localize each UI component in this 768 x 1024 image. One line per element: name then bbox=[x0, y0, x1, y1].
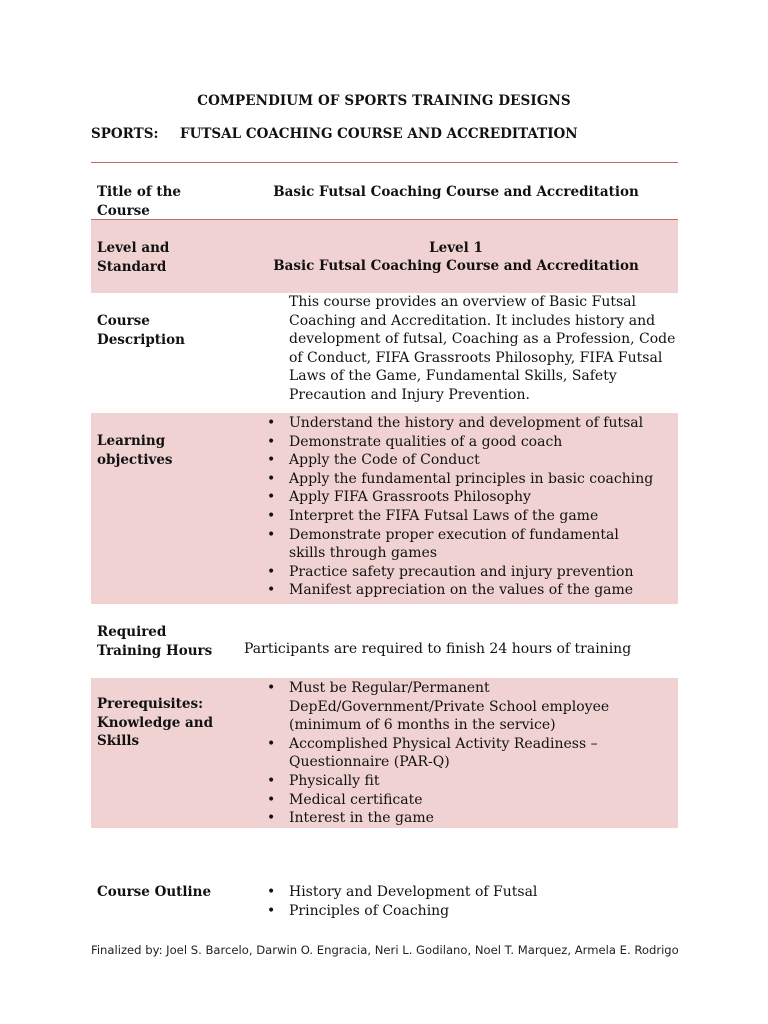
row-level-value-line2: Basic Futsal Coaching Course and Accreditation bbox=[273, 258, 639, 274]
footer-credits: Finalized by: Joel S. Barcelo, Darwin O. Engracia, Neri L. Godilano, Noel T. Marquez, Armela E. Rodrigo bbox=[91, 943, 679, 957]
row-hours bbox=[91, 604, 678, 678]
objectives-list bbox=[289, 414, 674, 600]
list-item: • Physically fit bbox=[289, 772, 634, 791]
list-item: • Demonstrate proper execution of fundamental skills through games bbox=[289, 526, 639, 563]
prerequisites-list bbox=[289, 679, 634, 828]
row-objectives-label: Learning objectives bbox=[97, 433, 173, 468]
row-title bbox=[91, 163, 678, 219]
list-item: • Medical certificate bbox=[289, 791, 634, 810]
row-prerequisites-label: Prerequisites: Knowledge and Skills bbox=[97, 696, 214, 749]
row-prerequisites bbox=[91, 678, 678, 828]
list-item: • Understand the history and development of futsal bbox=[289, 414, 674, 433]
list-item: • Demonstrate qualities of a good coach bbox=[289, 433, 674, 452]
row-level-value-line1: Level 1 bbox=[429, 240, 483, 256]
row-outline bbox=[91, 828, 678, 928]
sports-value: FUTSAL COACHING COURSE AND ACCREDITATION bbox=[180, 126, 578, 142]
list-item: • Apply FIFA Grassroots Philosophy bbox=[289, 488, 674, 507]
row-description bbox=[91, 293, 678, 413]
list-item: • Must be Regular/Permanent DepEd/Government/Private School employee (minimum of 6 months in the service) bbox=[289, 679, 634, 735]
row-title-label: Title of the Course bbox=[97, 184, 181, 219]
sports-label: SPORTS: bbox=[91, 126, 159, 142]
list-item: • Principles of Coaching bbox=[289, 902, 674, 921]
list-item: • Apply the Code of Conduct bbox=[289, 451, 674, 470]
outline-list bbox=[289, 883, 674, 920]
row-outline-label: Course Outline bbox=[97, 884, 212, 900]
list-item: • Practice safety precaution and injury prevention bbox=[289, 563, 674, 582]
row-level bbox=[91, 220, 678, 293]
page-title: COMPENDIUM OF SPORTS TRAINING DESIGNS bbox=[197, 93, 571, 109]
row-description-label: Course Description bbox=[97, 313, 185, 348]
list-item: • Apply the fundamental principles in basic coaching bbox=[289, 470, 674, 489]
list-item: • Interest in the game bbox=[289, 809, 634, 828]
sports-line bbox=[91, 126, 578, 142]
row-hours-value: Participants are required to finish 24 hours of training bbox=[244, 641, 632, 657]
row-level-label: Level and Standard bbox=[97, 240, 170, 275]
list-item: • Accomplished Physical Activity Readiness – Questionnaire (PAR-Q) bbox=[289, 735, 619, 772]
row-objectives bbox=[91, 413, 678, 604]
row-description-value: This course provides an overview of Basic Futsal Coaching and Accreditation. It includes history and development of futsal, Coaching as a Profession, Code of Conduct, FIFA Grassroots Philosophy, FIFA Futsal Laws of the Game, Fundamental Skills, Safety Precaution and Injury Prevention. bbox=[289, 294, 676, 403]
row-title-value: Basic Futsal Coaching Course and Accreditation bbox=[273, 184, 639, 200]
list-item: • History and Development of Futsal bbox=[289, 883, 674, 902]
row-hours-label: Required Training Hours bbox=[97, 624, 213, 659]
list-item: • Interpret the FIFA Futsal Laws of the game bbox=[289, 507, 674, 526]
list-item: • Manifest appreciation on the values of the game bbox=[289, 581, 674, 600]
